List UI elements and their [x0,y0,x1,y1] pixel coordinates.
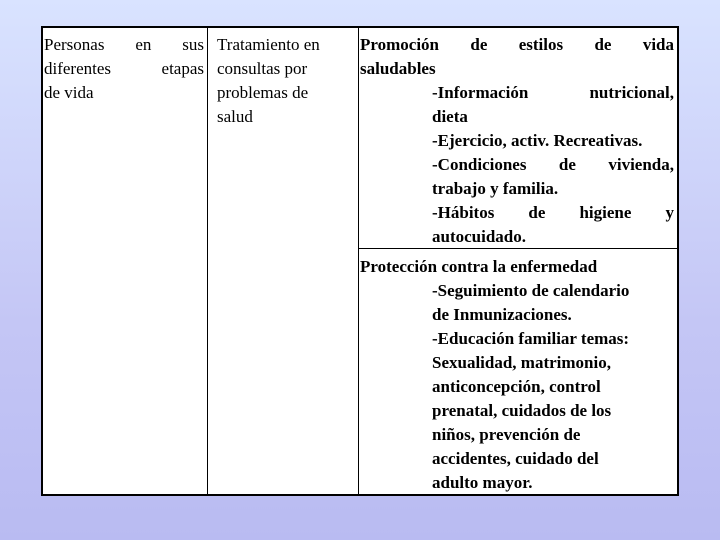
cell-proteccion [360,255,674,495]
proteccion-list [432,279,674,495]
cell-tratamiento [217,33,355,129]
cell-line: salud [217,107,253,126]
list-item: -Condiciones de vivienda, [432,155,674,174]
cell-line: diferentes etapas [44,59,204,78]
list-item: anticoncepción, control [432,377,601,396]
column-divider-2 [358,28,359,494]
cell-line: consultas por [217,59,308,78]
cell-personas [44,33,204,105]
list-item: Sexualidad, matrimonio, [432,353,611,372]
list-item: -Educación familiar temas: [432,329,630,348]
content-table [41,26,679,496]
cell-line: Tratamiento en [217,35,320,54]
list-item: dieta [432,107,468,126]
list-item: -Información nutricional, [432,83,674,102]
cell-line: Personas en sus [44,35,204,54]
column-divider-1 [207,28,208,494]
list-item: accidentes, cuidado del [432,449,599,468]
list-item: niños, prevención de [432,425,581,444]
list-item: de Inmunizaciones. [432,305,572,324]
list-item: prenatal, cuidados de los [432,401,612,420]
list-item: adulto mayor. [432,473,533,492]
list-item: autocuidado. [432,227,526,246]
list-item: -Ejercicio, activ. Recreativas. [432,131,643,150]
cell-promocion [360,33,674,249]
list-item: -Hábitos de higiene y [432,203,674,222]
cell-line: problemas de [217,83,309,102]
promocion-heading-cont: saludables [360,59,436,78]
promocion-list [432,81,674,249]
promocion-heading: Promoción de estilos de vida [360,35,674,54]
proteccion-heading: Protección contra la enfermedad [360,257,598,276]
list-item: trabajo y familia. [432,179,559,198]
list-item: -Seguimiento de calendario [432,281,630,300]
cell-line: de vida [44,83,94,102]
